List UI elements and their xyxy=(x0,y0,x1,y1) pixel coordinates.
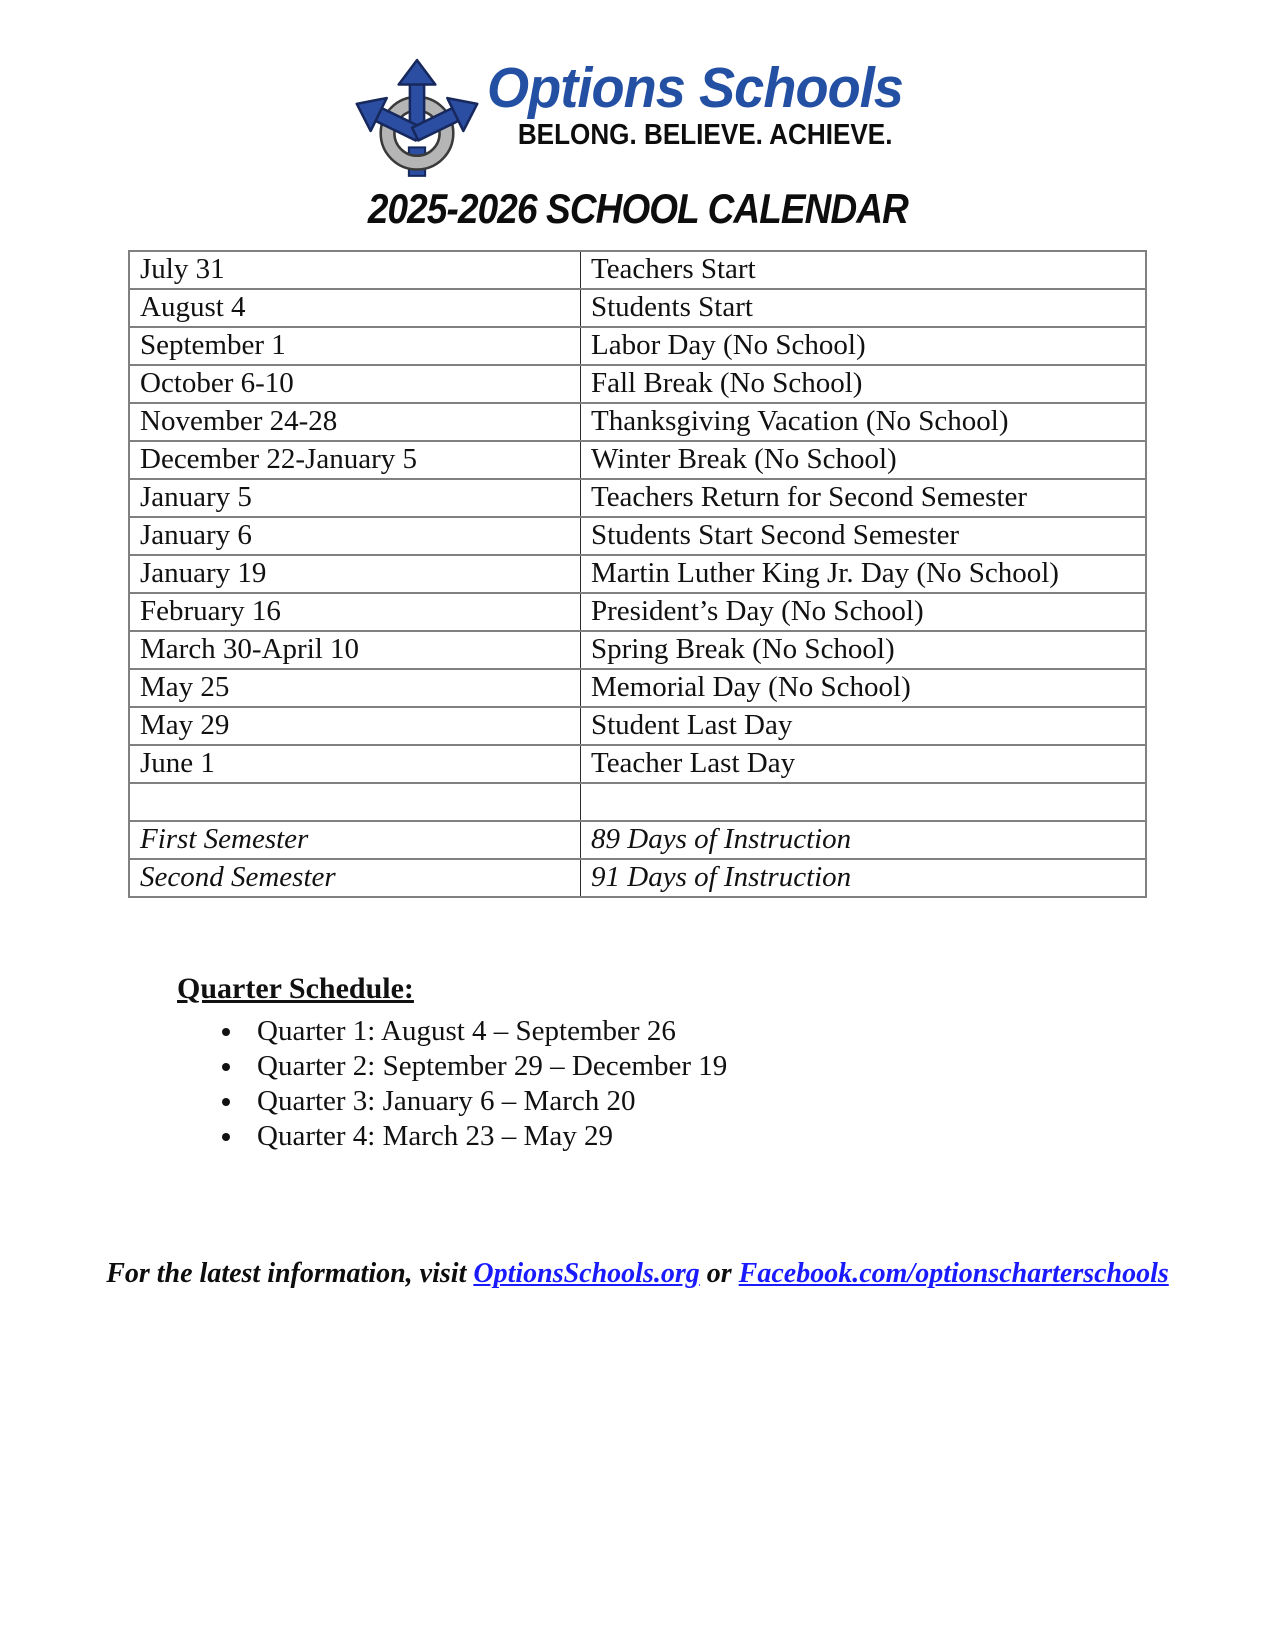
quarter-list-item: • Quarter 1: August 4 – September 26 xyxy=(245,1016,977,1047)
calendar-event-cell: Fall Break (No School) xyxy=(581,365,1147,403)
calendar-row xyxy=(129,251,1146,289)
calendar-event-cell: 91 Days of Instruction xyxy=(581,859,1147,897)
calendar-date-cell: Second Semester xyxy=(129,859,581,897)
calendar-event-cell: Labor Day (No School) xyxy=(581,327,1147,365)
calendar-row xyxy=(129,441,1146,479)
options-schools-link[interactable]: OptionsSchools.org xyxy=(473,1258,700,1289)
calendar-event-cell: President’s Day (No School) xyxy=(581,593,1147,631)
footer-note xyxy=(0,1258,1275,1290)
quarter-schedule-section xyxy=(177,972,977,1156)
calendar-event-cell: 89 Days of Instruction xyxy=(581,821,1147,859)
quarter-list-item: • Quarter 3: January 6 – March 20 xyxy=(245,1086,977,1117)
calendar-event-cell: Teachers Start xyxy=(581,251,1147,289)
calendar-date-cell: May 25 xyxy=(129,669,581,707)
calendar-event-cell: Students Start xyxy=(581,289,1147,327)
calendar-row xyxy=(129,365,1146,403)
facebook-link[interactable]: Facebook.com/optionscharterschools xyxy=(738,1258,1169,1289)
calendar-row xyxy=(129,593,1146,631)
calendar-event-cell: Teachers Return for Second Semester xyxy=(581,479,1147,517)
quarter-list-item: • Quarter 4: March 23 – May 29 xyxy=(245,1121,977,1152)
calendar-row xyxy=(129,707,1146,745)
brand-name: Options Schools xyxy=(486,56,903,120)
calendar-event-cell: Martin Luther King Jr. Day (No School) xyxy=(581,555,1147,593)
calendar-date-cell: December 22-January 5 xyxy=(129,441,581,479)
calendar-row xyxy=(129,479,1146,517)
options-schools-logo-icon xyxy=(351,58,483,182)
calendar-row xyxy=(129,821,1146,859)
brand-tagline: BELONG. BELIEVE. ACHIEVE. xyxy=(518,119,893,151)
calendar-table xyxy=(128,250,1147,898)
calendar-date-cell: January 6 xyxy=(129,517,581,555)
calendar-date-cell: March 30-April 10 xyxy=(129,631,581,669)
calendar-event-cell: Spring Break (No School) xyxy=(581,631,1147,669)
calendar-row xyxy=(129,669,1146,707)
calendar-row xyxy=(129,859,1146,897)
calendar-date-cell: First Semester xyxy=(129,821,581,859)
calendar-event-cell: Teacher Last Day xyxy=(581,745,1147,783)
calendar-date-cell xyxy=(129,783,581,821)
calendar-event-cell: Memorial Day (No School) xyxy=(581,669,1147,707)
calendar-date-cell: February 16 xyxy=(129,593,581,631)
calendar-date-cell: October 6-10 xyxy=(129,365,581,403)
calendar-row xyxy=(129,403,1146,441)
calendar-event-cell: Student Last Day xyxy=(581,707,1147,745)
calendar-date-cell: November 24-28 xyxy=(129,403,581,441)
calendar-date-cell: July 31 xyxy=(129,251,581,289)
calendar-event-cell: Students Start Second Semester xyxy=(581,517,1147,555)
calendar-date-cell: January 19 xyxy=(129,555,581,593)
quarter-list xyxy=(177,1016,977,1152)
calendar-row xyxy=(129,783,1146,821)
footer-prefix: For the latest information, visit xyxy=(106,1258,474,1289)
calendar-event-cell: Thanksgiving Vacation (No School) xyxy=(581,403,1147,441)
calendar-event-cell xyxy=(581,783,1147,821)
calendar-row xyxy=(129,555,1146,593)
quarter-schedule-heading: Quarter Schedule: xyxy=(177,972,414,1005)
calendar-row xyxy=(129,289,1146,327)
calendar-event-cell: Winter Break (No School) xyxy=(581,441,1147,479)
calendar-date-cell: September 1 xyxy=(129,327,581,365)
calendar-row xyxy=(129,745,1146,783)
calendar-date-cell: January 5 xyxy=(129,479,581,517)
calendar-date-cell: May 29 xyxy=(129,707,581,745)
calendar-row xyxy=(129,517,1146,555)
calendar-date-cell: August 4 xyxy=(129,289,581,327)
page-title: 2025-2026 SCHOOL CALENDAR xyxy=(367,185,908,232)
quarter-list-item: • Quarter 2: September 29 – December 19 xyxy=(245,1051,977,1082)
calendar-row xyxy=(129,631,1146,669)
logo xyxy=(0,58,1275,182)
calendar-row xyxy=(129,327,1146,365)
calendar-date-cell: June 1 xyxy=(129,745,581,783)
logo-text xyxy=(487,58,925,150)
footer-middle: or xyxy=(699,1258,739,1289)
